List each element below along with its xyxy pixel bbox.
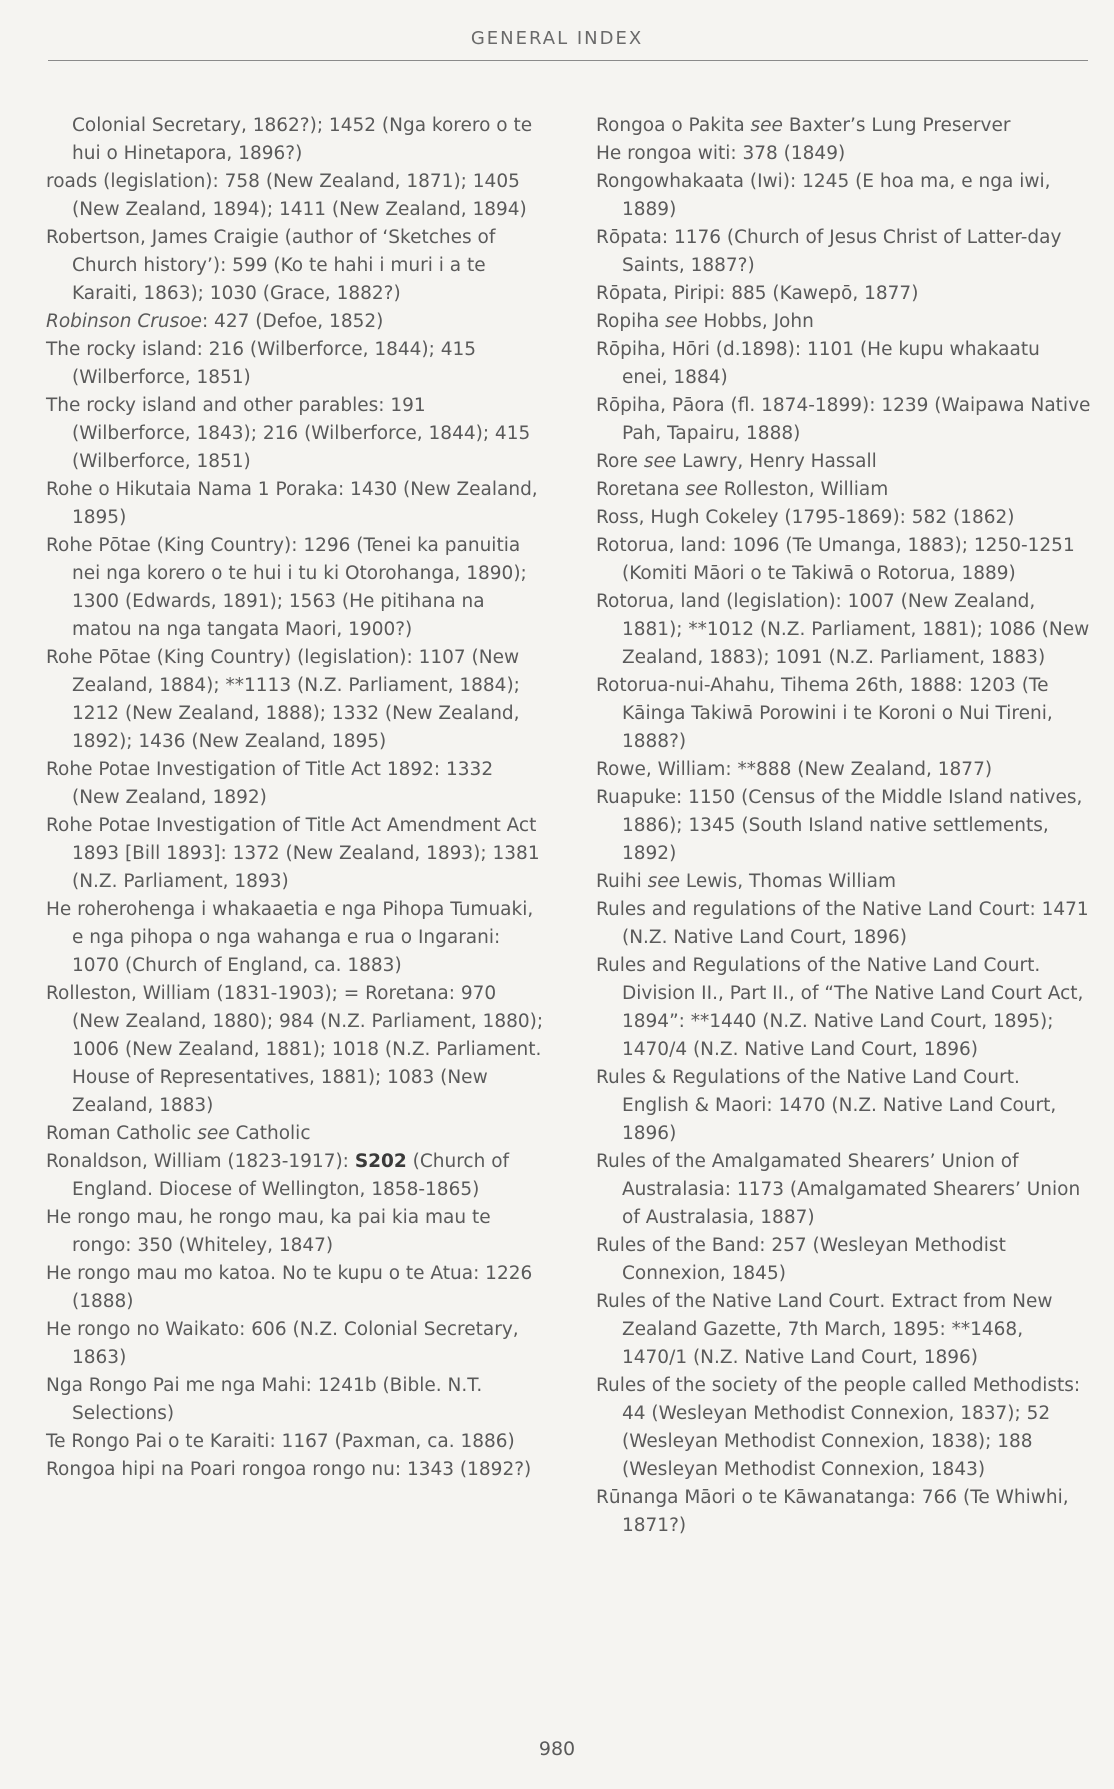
entry-text: Rongoa hipi na Poari rongoa rongo nu: 1343 (1892?) [46,1459,532,1480]
entry-text: Te Rongo Pai o te Karaiti: 1167 (Paxman, ca. 1886) [46,1431,515,1452]
entry-text: He roherohenga i whakaaetia e nga Pihopa Tumuaki, e nga pihopa o nga wahanga e rua o Ingarani: 1070 (Church of England, ca. 1883) [46,899,534,976]
index-entry [46,1372,546,1428]
entry-text: Colonial Secretary, 1862?); 1452 (Nga korero o te hui o Hinetapora, 1896?) [72,115,533,164]
entry-text: Ropiha [596,311,666,332]
index-entry [46,1428,546,1456]
index-entry [596,476,1091,504]
entry-text: Rongowhakaata (Iwi): 1245 (E hoa ma, e nga iwi, 1889) [596,171,1051,220]
entry-text: Rohe o Hikutaia Nama 1 Poraka: 1430 (New Zealand, 1895) [46,479,538,528]
index-entry [46,112,546,168]
index-entry [596,1484,1091,1540]
index-entry [596,1372,1091,1484]
index-entry [596,168,1091,224]
entry-text: Rules of the Native Land Court. Extract from New Zealand Gazette, 7th March, 1895: **1468, 1470/1 (N.Z. Native Land Court, 1896) [596,1291,1053,1368]
entry-text: Ronaldson, William (1823-1917): [46,1151,355,1172]
entry-text: Rūnanga Māori o te Kāwanatanga: 766 (Te Whiwhi, 1871?) [596,1487,1069,1536]
index-entry [596,896,1091,952]
index-entry [46,644,546,756]
entry-text: Rohe Pōtae (King Country): 1296 (Tenei ka panuitia nei nga korero o te hui i tu ki Otorohanga, 1890); 1300 (Edwards, 1891); 1563 (He pitihana na matou na nga tangata Maori, 1900?) [46,535,527,640]
index-entry [46,980,546,1120]
index-entry [596,308,1091,336]
index-entry [596,336,1091,392]
index-entry [596,392,1091,448]
entry-text: Rongoa o Pakita [596,115,751,136]
index-entry [596,952,1091,1064]
entry-text: Rohe Potae Investigation of Title Act Amendment Act 1893 [Bill 1893]: 1372 (New Zealand, 1893); 1381 (N.Z. Parliament, 1893) [46,815,540,892]
entry-text: The rocky island and other parables: 191 (Wilberforce, 1843); 216 (Wilberforce, 1844); 415 (Wilberforce, 1851) [46,395,531,472]
index-entry [46,168,546,224]
entry-text: roads (legislation): 758 (New Zealand, 1871); 1405 (New Zealand, 1894); 1411 (New Zealand, 1894) [46,171,527,220]
index-entry [596,1064,1091,1148]
entry-text: Rōpiha, Hōri (d.1898): 1101 (He kupu whakaatu enei, 1884) [596,339,1040,388]
index-entry [596,448,1091,476]
italic-text: see [685,479,718,500]
index-entry [596,1232,1091,1288]
index-entry [46,812,546,896]
index-entry [46,1316,546,1372]
italic-text: see [643,451,677,472]
entry-text: Roretana [596,479,686,500]
index-column-left [46,112,546,1484]
entry-text: Rowe, William: **888 (New Zealand, 1877) [596,759,993,780]
index-entry [46,392,546,476]
entry-text: Rolleston, William [717,479,889,500]
entry-text: Baxter’s Lung Preserver [782,115,1011,136]
entry-text: Rōpata: 1176 (Church of Jesus Christ of Latter-day Saints, 1887?) [596,227,1062,276]
index-entry [596,588,1091,672]
index-entry [596,1148,1091,1232]
index-entry [596,140,1091,168]
index-entry [46,336,546,392]
entry-text: Rules and regulations of the Native Land Court: 1471 (N.Z. Native Land Court, 1896) [596,899,1089,948]
entry-text: Rules of the Amalgamated Shearers’ Union of Australasia: 1173 (Amalgamated Shearers’ Union of Australasia, 1887) [596,1151,1081,1228]
entry-text: Nga Rongo Pai me nga Mahi: 1241b (Bible. N.T. Selections) [46,1375,483,1424]
entry-text: Ruihi [596,871,648,892]
entry-text: Rotorua-nui-Ahahu, Tihema 26th, 1888: 1203 (Te Kāinga Takiwā Porowini i te Koroni o Nui Tireni, 1888?) [596,675,1053,752]
italic-text: see [665,311,698,332]
entry-text: Catholic [229,1123,311,1144]
entry-text: Rules of the Band: 257 (Wesleyan Methodist Connexion, 1845) [596,1235,1006,1284]
header-rule [48,60,1088,61]
entry-text: Rotorua, land (legislation): 1007 (New Zealand, 1881); **1012 (N.Z. Parliament, 1881); 1086 (New Zealand, 1883); 1091 (N.Z. Parliament, 1883) [596,591,1090,668]
index-entry [46,1456,546,1484]
entry-text: Rōpata, Piripi: 885 (Kawepō, 1877) [596,283,919,304]
index-entry [596,1288,1091,1372]
index-entry [596,504,1091,532]
entry-text: Rohe Pōtae (King Country) (legislation): 1107 (New Zealand, 1884); **1113 (N.Z. Parliament, 1884); 1212 (New Zealand, 1888); 1332 (New Zealand, 1892); 1436 (New Zealand, 1895) [46,647,520,752]
index-entry [46,1120,546,1148]
index-entry [596,532,1091,588]
entry-text: Rotorua, land: 1096 (Te Umanga, 1883); 1250-1251 (Komiti Māori o te Takiwā o Rotorua, 1889) [596,535,1075,584]
entry-text: Rules and Regulations of the Native Land Court. Division II., Part II., of “The Native Land Court Act, 1894”: **1440 (N.Z. Native Land Court, 1895); 1470/4 (N.Z. Native Land Court, 1896) [596,955,1084,1060]
entry-text: He rongo mau mo katoa. No te kupu o te Atua: 1226 (1888) [46,1263,533,1312]
entry-text: He rongo mau, he rongo mau, ka pai kia mau te rongo: 350 (Whiteley, 1847) [46,1207,491,1256]
entry-text: Robertson, James Craigie (author of ‘Sketches of Church history’): 599 (Ko te hahi i muri i a te Karaiti, 1863); 1030 (Grace, 1882?) [46,227,496,304]
entry-text: He rongo no Waikato: 606 (N.Z. Colonial Secretary, 1863) [46,1319,519,1368]
italic-text: see [647,871,681,892]
entry-text: He rongoa witi: 378 (1849) [596,143,846,164]
entry-text: Rules of the society of the people called Methodists: 44 (Wesleyan Methodist Connexion, 1837); 52 (Wesleyan Methodist Connexion, 1838); 188 (Wesleyan Methodist Connexion, 1843) [596,1375,1081,1480]
index-entry [46,1204,546,1260]
entry-text: Hobbs, John [697,311,814,332]
index-entry [46,476,546,532]
index-entry [596,672,1091,756]
index-entry [46,756,546,812]
index-entry [46,1148,546,1204]
running-header: GENERAL INDEX [470,28,644,49]
index-entry [596,224,1091,280]
entry-text: Rohe Potae Investigation of Title Act 1892: 1332 (New Zealand, 1892) [46,759,494,808]
index-entry [46,532,546,644]
index-entry [596,112,1091,140]
entry-text: Rolleston, William (1831-1903); = Roretana: 970 (New Zealand, 1880); 984 (N.Z. Parliament, 1880); 1006 (New Zealand, 1881); 1018 (N.Z. Parliament. House of Representatives, 1881); 1083 (New Zealand, 1883) [46,983,544,1116]
entry-text: Lewis, Thomas William [680,871,896,892]
italic-text: see [197,1123,230,1144]
entry-text: : 427 (Defoe, 1852) [201,311,384,332]
entry-text: Rules & Regulations of the Native Land Court. English & Maori: 1470 (N.Z. Native Land Court, 1896) [596,1067,1057,1144]
index-entry [596,756,1091,784]
index-entry [596,784,1091,868]
entry-text: Rore [596,451,644,472]
index-entry [596,868,1091,896]
index-entry [46,1260,546,1316]
index-column-right [596,112,1091,1540]
bold-text: S202 [354,1151,407,1172]
entry-text: The rocky island: 216 (Wilberforce, 1844); 415 (Wilberforce, 1851) [46,339,477,388]
entry-text: Lawry, Henry Hassall [676,451,877,472]
italic-text: see [750,115,783,136]
index-entry [46,308,546,336]
index-entry [46,224,546,308]
index-entry [596,280,1091,308]
index-entry [46,896,546,980]
entry-text: Roman Catholic [46,1123,198,1144]
entry-text: Rōpiha, Pāora (fl. 1874-1899): 1239 (Waipawa Native Pah, Tapairu, 1888) [596,395,1091,444]
entry-text: (Church of England. Diocese of Wellington, 1858-1865) [72,1151,510,1200]
entry-text: Ross, Hugh Cokeley (1795-1869): 582 (1862) [596,507,1015,528]
page-number: 980 [538,1738,576,1760]
entry-text: Ruapuke: 1150 (Census of the Middle Island natives, 1886); 1345 (South Island native settlements, 1892) [596,787,1083,864]
italic-text: Robinson Crusoe [46,311,202,332]
